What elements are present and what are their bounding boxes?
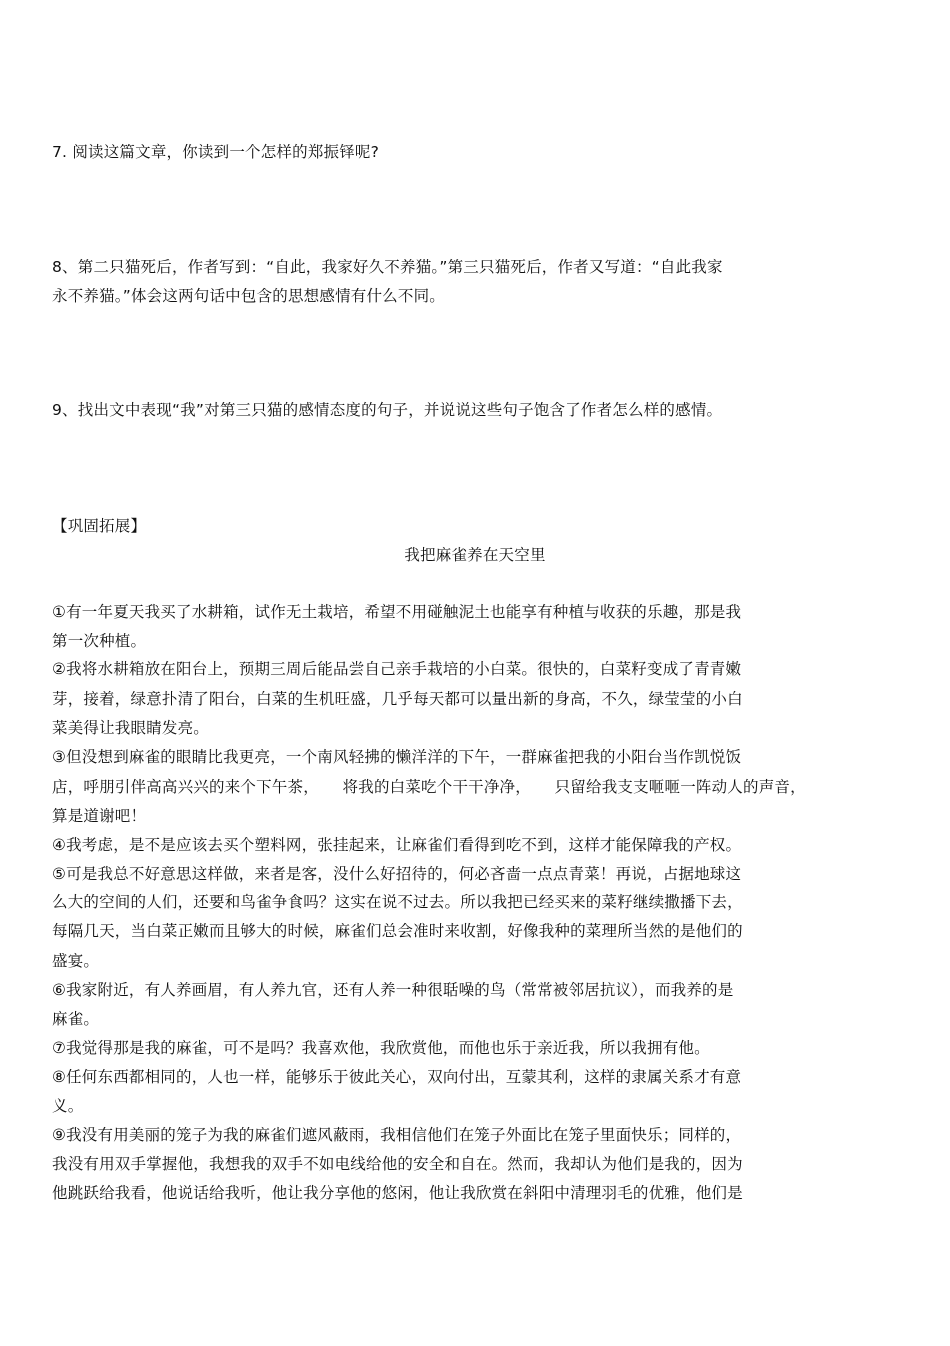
- paragraph-line: 第一次种植。: [52, 632, 147, 650]
- paragraph-line: ⑨我没有用美丽的笼子为我的麻雀们遮风蔽雨，我相信他们在笼子外面比在笼子里面快乐；同样的，: [52, 1126, 742, 1144]
- paragraph-line: ④我考虑，是不是应该去买个塑料网，张挂起来，让麻雀们看得到吃不到，这样才能保障我的产权。: [52, 836, 742, 854]
- paragraph-line: 每隔几天，当白菜正嫩而且够大的时候，麻雀们总会准时来收割，好像我种的菜理所当然的是他们的: [52, 922, 743, 940]
- paragraph-line: ⑧任何东西都相同的，人也一样，能够乐于彼此关心，双向付出，互蒙其利，这样的隶属关系才有意: [52, 1068, 742, 1086]
- paragraph-line: ⑥我家附近，有人养画眉，有人养九官，还有人养一种很聒噪的鸟（常常被邻居抗议），而我养的是: [52, 981, 734, 999]
- paragraph-line: 芽，接着，绿意扑清了阳台，白菜的生机旺盛，几乎每天都可以量出新的身高，不久，绿莹莹的小白: [52, 690, 743, 708]
- paragraph-line: 店，呼朋引伴高高兴兴的来个下午茶， 将我的白菜吃个干干净净， 只留给我支支咂咂一阵动人的声音，: [52, 778, 806, 796]
- question-line: 7. 阅读这篇文章，你读到一个怎样的郑振铎呢?: [52, 143, 380, 161]
- paragraph-line: ⑦我觉得那是我的麻雀，可不是吗？我喜欢他，我欣赏他，而他也乐于亲近我，所以我拥有他。: [52, 1039, 710, 1057]
- question-line: 8、第二只猫死后，作者写到：“自此，我家好久不养猫。”第三只猫死后，作者又写道：“自此我家: [52, 258, 723, 276]
- paragraph-line: ⑤可是我总不好意思这样做，来者是客，没什么好招待的，何必吝啬一点点青菜！再说，占据地球这: [52, 865, 742, 883]
- paragraph-line: 义。: [52, 1097, 84, 1115]
- question-line: 永不养猫。”体会这两句话中包含的思想感情有什么不同。: [52, 287, 445, 305]
- paragraph-line: 盛宴。: [52, 952, 100, 970]
- paragraph-line: ③但没想到麻雀的眼睛比我更亮，一个南风轻拂的懒洋洋的下午，一群麻雀把我的小阳台当作凯悦饭: [52, 748, 742, 766]
- article-title: 我把麻雀养在天空里: [404, 546, 546, 564]
- paragraph-line: 他跳跃给我看，他说话给我听，他让我分享他的悠闲，他让我欣赏在斜阳中清理羽毛的优雅，他们是: [52, 1184, 743, 1202]
- paragraph-line: 算是道谢吧！: [52, 807, 147, 825]
- paragraph-line: ②我将水耕箱放在阳台上，预期三周后能品尝自己亲手栽培的小白菜。很快的，白菜籽变成了青青嫩: [52, 660, 742, 678]
- paragraph-line: 麻雀。: [52, 1010, 100, 1028]
- paragraph-line: 么大的空间的人们，还要和鸟雀争食吗？这实在说不过去。所以我把已经买来的菜籽继续撒播下去，: [52, 893, 743, 911]
- section-heading: 【巩固拓展】: [52, 517, 147, 535]
- question-line: 9、找出文中表现“我”对第三只猫的感情态度的句子，并说说这些句子饱含了作者怎么样的感情。: [52, 401, 723, 419]
- paragraph-line: 菜美得让我眼睛发亮。: [52, 719, 210, 737]
- paragraph-line: 我没有用双手掌握他，我想我的双手不如电线给他的安全和自在。然而，我却认为他们是我的，因为: [52, 1155, 743, 1173]
- paragraph-line: ①有一年夏天我买了水耕箱，试作无土栽培，希望不用碰触泥土也能享有种植与收获的乐趣，那是我: [52, 603, 742, 621]
